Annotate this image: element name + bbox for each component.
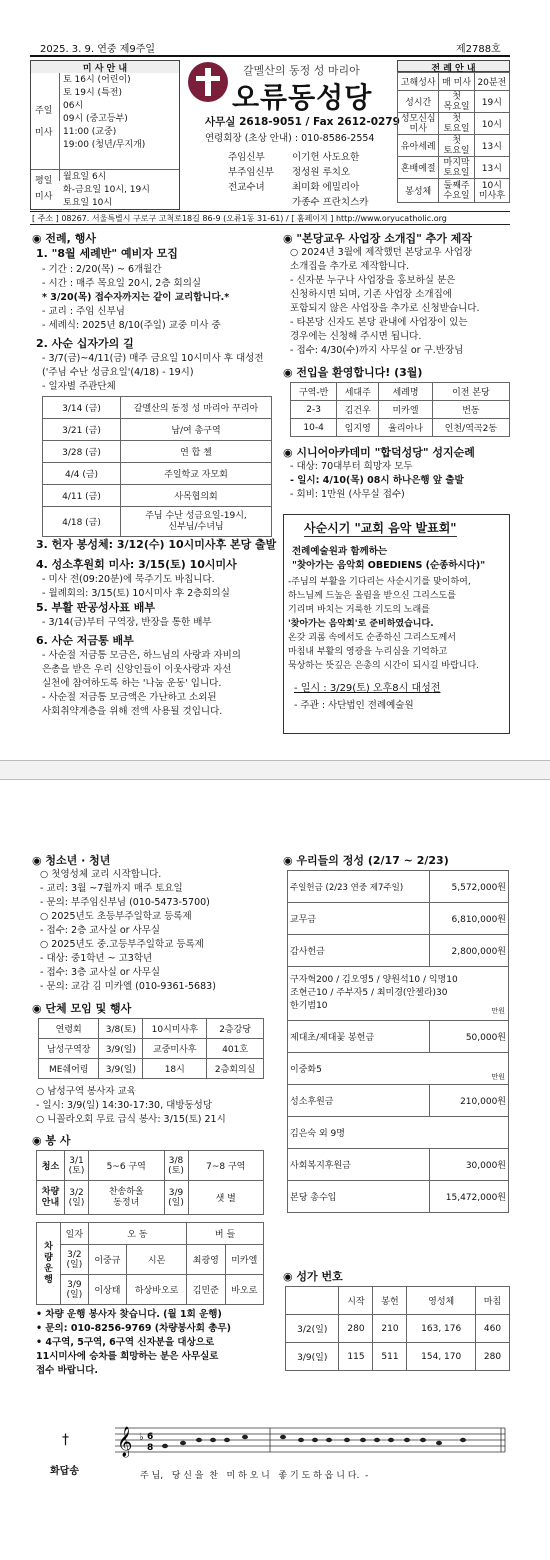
svg-text:6: 6	[147, 1432, 154, 1442]
business-directory-details: ○ 2024년 3월에 제작했던 본당교우 사업장 소개집을 추가로 제작합니다. - 신자분 누구나 사업장을 홍보하실 분은 신청하시면 되며, 기존 사업장 소개집에 포함되지 않은 사업장을 추가로 신청받습니다. - 타본당 신자도 본당 관내에 사업장이 있는 경우에는 신청해 주시면 됩니다. - 접수: 4/30(수)까지 사무실 or 구.반장님	[290, 247, 480, 356]
concert-subtitle-2: "찾아가는 음악회 OBEDIENS (순종하시다)"	[292, 560, 486, 571]
liturgy-guide-table: 고해성사 매 미사 20분전 성시간 첫 목요일 19시 성모신심 미사 첫 토요일 10시 유아세례 첫 토요일 13시 혼배예절 마지막 토요일 13시 봉성체 둘째주 수요일 10시 미사후	[397, 72, 510, 203]
concert-host: - 주관 : 사단법인 전례예술원	[294, 700, 414, 711]
liturgy-events-heading: ◉ 전례, 행사	[32, 232, 96, 245]
sick-communion: 3. 헌자 봉성체: 3/12(수) 10시미사후 본당 출발	[36, 538, 277, 551]
parish-logo	[188, 62, 228, 102]
confession-card-details: - 3/14(금)부터 구역장, 반장을 통한 배부	[42, 617, 212, 628]
welcome-table: 구역-반 세대주 세례명 이전 본당 2-3 김건우 미카엘 번동 10-4 임지영 율리아나 인천/역곡2동	[290, 382, 510, 437]
vocation-mass-details: - 미사 전(09:20분)에 묵주기도 바칩니다. - 월례회의: 3/15(토) 10시미사 후 2층회의실	[42, 574, 230, 599]
parish-title: 오류동성당	[232, 81, 373, 114]
sunday-label: 주일	[35, 106, 53, 116]
psalm-lyrics: 주 님, 당 신 을 찬 미 하 오 니 좋 기 도 하 옵 니 다. -	[140, 1471, 369, 1481]
concert-box	[283, 514, 510, 734]
svg-text:♭: ♭	[139, 1432, 144, 1443]
bulletin-page-1	[0, 0, 550, 760]
concert-title: 사순시기 "교회 음악 발표회"	[304, 521, 457, 535]
baptism-class-details: - 기간 : 2/20(목) ~ 6개월간 - 시간 : 매주 목요일 20시, 2층 회의실 * 3/20(목) 접수자까지는 같이 교리합니다.* - 교리 : 주임 신부님 - 세례식: 2025년 8/10(주일) 교중 미사 중	[42, 264, 230, 331]
stations-title: 2. 사순 십자가의 길	[36, 337, 134, 350]
weekday-times: 월요일 6시 화-금요일 10시, 19시 토요일 10시	[63, 172, 150, 208]
sunday-times: 토 16시 (어린이) 토 19시 (특전) 06시 09시 (중고등부) 11:00 (교중) 19:00 (청년/무지개)	[63, 75, 146, 150]
funeral-contact: 연령회장 (초상 안내) : 010-8586-2554	[205, 133, 375, 144]
stations-schedule-table: 3/14 (금) 갈멜산의 동정 성 마리아 꾸리아 3/21 (금) 남/여 총구역 3/28 (금) 연 합 첼 4/4 (금) 주일학교 자모회 4/11 (금) 사목협의회 4/18 (금) 주님 수난 성금요일-19시, 신부님/수녀님	[42, 396, 272, 537]
offering-table: 주일헌금 (2/23 연중 제7주일) 5,572,000원 교무금 6,810,000원 감사헌금 2,800,000원 구자혁200 / 김오영5 / 양원석10 / 익명10 조현근10 / 주부자5 / 최미경(안젤라)30 한기범10 만원 제대초/제대꽃 봉헌금 50,000원 이중화5 만원 성소후원금 210,000원 김은숙 외 9명 사회복지후원금 30,000원 본당 총수입 15,472,000원	[287, 870, 509, 1213]
staff-names: 이기헌 사도요한 정성원 루치오 최미화 에밀리아 가종수 프란치스카	[292, 152, 369, 208]
hymn-heading: ◉ 성가 번호	[283, 1270, 343, 1283]
psalm-response-label: 화답송	[50, 1466, 79, 1477]
confession-card-title: 5. 부활 판공성사표 배부	[36, 601, 155, 614]
bulletin-page-2	[0, 780, 550, 1560]
concert-body: -주님의 부활을 기다리는 사순시기를 맞이하여, 하느님께 드높은 올림을 받으신 그리스도를 기리며 바치는 거룩한 기도의 노래를 '찾아가는 음악회'로 준비하였습니다. 온갖 괴롬 속에서도 순종하신 그리스도께서 마침내 부활의 영광을 누리심을 기억하고 묵상하는 뜻깊은 은총의 시간이 되시길 바랍니다.	[288, 577, 480, 671]
office-contact: 사무실 2618-9051 / Fax 2612-0279	[205, 116, 400, 128]
mass-schedule-label: 미 사 안 내	[31, 61, 179, 73]
mass-schedule-box	[30, 60, 180, 210]
hymn-table: 시작 봉헌 영성체 마침 3/2(일) 280 210 163, 176 460 3/9(일) 115 511 154, 170 280	[285, 1286, 510, 1371]
concert-subtitle-1: 전례예술원과 함께하는	[292, 546, 388, 557]
svg-text:𝄞: 𝄞	[117, 1427, 133, 1457]
pilgrimage-details: - 대상: 70대부터 희망자 모두 - 일시: 4/10(목) 08시 하나은행 앞 출발 - 회비: 1만원 (사무실 접수)	[290, 461, 464, 500]
vocation-mass-title: 4. 성소후원회 미사: 3/15(토) 10시미사	[36, 558, 237, 571]
svg-text:8: 8	[147, 1443, 154, 1453]
welcome-heading: ◉ 전입을 환영합니다! (3월)	[283, 366, 423, 379]
business-directory-heading: ◉ "본당교우 사업장 소개집" 추가 제작	[283, 232, 472, 245]
lent-savings-details: - 사순절 저금통 모금은, 하느님의 사랑과 자비의 은총을 받은 우리 신앙인들이 이웃사랑과 자선 실천에 참여하도록 하는 '나눔 운동' 입니다. - 사순절 저금통 모금액은 가난하고 소외된 사회취약계층을 위해 전액 사용될 것입니다.	[42, 650, 241, 717]
address-line: [ 주소 ] 08267. 서울특별시 구로구 고척로18길 86-9 (오류1동 31-61) / [ 홈페이지 ] http://www.oryucatholic.org	[32, 214, 447, 223]
offering-heading: ◉ 우리들의 정성 (2/17 ~ 2/23)	[283, 854, 449, 867]
liturgy-guide-label: 전 례 안 내	[397, 60, 510, 72]
cleaning-car-table: 청소 3/1 (토) 5~6 구역 3/8 (토) 7~8 구역 차량 안내 3/2 (일) 찬송하올 동정녀 3/9 (일) 샛 별	[36, 1150, 264, 1215]
sunday-mass-label: 미사	[35, 128, 53, 138]
staff-roles: 주임신부 부주임신부 전교수녀	[228, 152, 274, 193]
groups-table: 연령회 3/8(토) 10시미사후 2층강당 남성구역장 3/9(일) 교중미사후 401호 ME쉐어링 3/9(일) 18시 2층회의실	[38, 1018, 264, 1079]
pilgrimage-heading: ◉ 시니어아카데미 "합덕성당" 성지순례	[283, 446, 475, 459]
cross-icon: †	[62, 1432, 69, 1448]
baptism-class-title: 1. "8월 세례반" 예비자 모집	[36, 247, 178, 260]
events-details: ○ 남성구역 봉사자 교육 - 일시: 3/9(일) 14:30-17:30, 대방동성당 ○ 니꼴라오회 무료 급식 봉사: 3/15(토) 21시	[36, 1086, 226, 1125]
weekday-mass-label: 미사	[35, 192, 53, 202]
lent-savings-title: 6. 사순 저금통 배부	[36, 634, 134, 647]
youth-details: ○ 첫영성체 교리 시작합니다. - 교리: 3월 ~7월까지 매주 토요일 - 문의: 부주임신부님 (010-5473-5700) ○ 2025년도 초등부주일학교 등록제 - 접수: 2층 교사실 or 사무실 ○ 2025년도 중.고등부주일학교 등록제 - 대상: 중1학년 ~ 고3학년 - 접수: 3층 교사실 or 사무실 - 문의: 교감 김 미카엘 (010-9361-5683)	[40, 869, 216, 992]
driving-table: 차 량 운 행 일자 오 동 버 들 3/2 (일) 이중규 시몬 최광영 미카엘 3/9 (일) 이상태 하상바오로 김민준 바오로	[36, 1222, 264, 1305]
concert-date: - 일시 : 3/29(토) 오후8시 대성전	[294, 683, 441, 694]
groups-heading: ◉ 단체 모임 및 행사	[32, 1002, 132, 1015]
page-separator	[0, 760, 550, 780]
service-heading: ◉ 봉 사	[32, 1134, 71, 1147]
issue-number: 제2788호	[456, 44, 501, 55]
parish-subtitle: 갈멜산의 동정 성 마리아	[243, 64, 360, 77]
music-staff	[115, 1420, 510, 1460]
issue-date: 2025. 3. 9. 연중 제9주일	[40, 44, 156, 55]
youth-heading: ◉ 청소년 · 청년	[32, 854, 111, 867]
weekday-label: 평일	[35, 176, 53, 186]
driving-notes: • 차량 운행 봉사자 찾습니다. (월 1회 운행) • 문의: 010-8256-9769 (차량봉사회 총무) • 4구역, 5구역, 6구역 신자분을 대상으로 11시미사에 승차를 희망하는 분은 사무실로 접수 바랍니다.	[36, 1309, 231, 1376]
stations-details: - 3/7(금)~4/11(금) 매주 금요일 10시미사 후 대성전 ('주님 수난 성금요일'(4/18) - 19시) - 일자별 주관단체	[42, 353, 264, 392]
